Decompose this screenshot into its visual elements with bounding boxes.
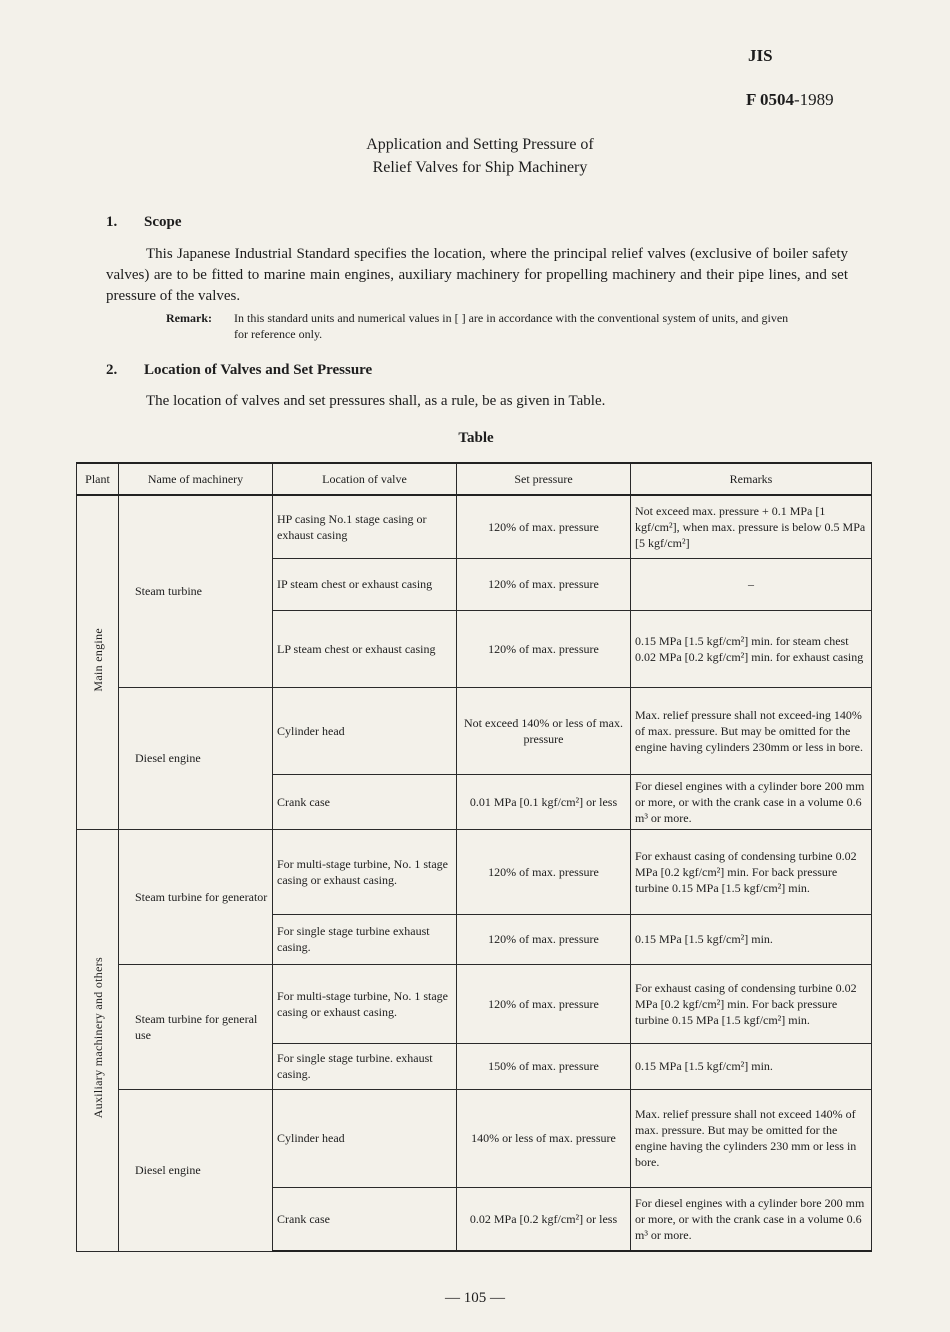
title-line-2: Relief Valves for Ship Machinery [372,159,588,176]
table-row [77,495,872,558]
set-pressure-cell: 120% of max. pressure [457,610,631,687]
table-row [77,964,872,1043]
section-1-title: Scope [144,214,182,230]
header-set-pressure: Set pressure [457,463,631,495]
remarks-cell: – [631,558,872,610]
section-2-number: 2. [106,362,118,378]
remarks-cell: For exhaust casing of condensing turbine 0.02 MPa [0.2 kgf/cm²] min. For back pressure turbine 0.15 MPa [1.5 kgf/cm²] min. [631,964,872,1043]
set-pressure-cell: 0.01 MPa [0.1 kgf/cm²] or less [457,774,631,829]
location-cell: Cylinder head [273,687,457,774]
location-cell: For multi-stage turbine, No. 1 stage casing or exhaust casing. [273,829,457,914]
remark-text: In this standard units and numerical values in [ ] are in accordance with the conventional system of units, and given for reference only. [234,311,789,341]
header-machinery: Name of machinery [119,463,273,495]
set-pressure-cell: 140% or less of max. pressure [457,1089,631,1187]
section-2-body: The location of valves and set pressures shall, as a rule, be as given in Table. [146,393,606,409]
header-standard-number [746,90,834,110]
table-row [77,687,872,774]
page-number: — 105 — [445,1290,505,1306]
header-year: -1989 [794,90,834,109]
machinery-steam-turbine-general: Steam turbine for general use [119,964,273,1089]
section-2-heading [106,362,372,379]
remarks-cell: 0.15 MPa [1.5 kgf/cm²] min. for steam chest 0.02 MPa [0.2 kgf/cm²] min. for exhaust casing [631,610,872,687]
remark-label: Remark: [166,311,212,325]
location-cell: For single stage turbine. exhaust casing. [273,1043,457,1089]
set-pressure-cell: Not exceed 140% or less of max. pressure [457,687,631,774]
machinery-diesel-engine-aux: Diesel engine [119,1089,273,1251]
location-cell: Cylinder head [273,1089,457,1187]
set-pressure-cell: 120% of max. pressure [457,829,631,914]
location-cell: LP steam chest or exhaust casing [273,610,457,687]
remarks-cell: 0.15 MPa [1.5 kgf/cm²] min. [631,914,872,964]
header-location: Location of valve [273,463,457,495]
location-cell: For single stage turbine exhaust casing. [273,914,457,964]
location-cell: HP casing No.1 stage casing or exhaust casing [273,495,457,558]
header-plant: Plant [77,463,119,495]
remarks-cell: For diesel engines with a cylinder bore 200 mm or more, or with the crank case in a volume 0.6 m³ or more. [631,1187,872,1251]
remarks-cell: Max. relief pressure shall not exceed 140% of max. pressure. But may be omitted for the engine having the cylinders 230 mm or less in bore. [631,1089,872,1187]
set-pressure-cell: 120% of max. pressure [457,964,631,1043]
table-row [77,829,872,914]
header-code: F 0504 [746,90,795,109]
remarks-cell: For diesel engines with a cylinder bore 200 mm or more, or with the crank case in a volume 0.6 m³ or more. [631,774,872,829]
header-org: JIS [748,46,773,65]
set-pressure-cell: 0.02 MPa [0.2 kgf/cm²] or less [457,1187,631,1251]
table-header-row [77,463,872,495]
set-pressure-cell: 120% of max. pressure [457,495,631,558]
header-remarks: Remarks [631,463,872,495]
table-caption: Table [458,430,494,446]
plant-main-engine: Main engine [77,495,119,829]
section-1-number: 1. [106,214,118,230]
remarks-cell: 0.15 MPa [1.5 kgf/cm²] min. [631,1043,872,1089]
title-line-1: Application and Setting Pressure of [366,136,594,153]
location-cell: For multi-stage turbine, No. 1 stage casing or exhaust casing. [273,964,457,1043]
table-row [77,1089,872,1187]
relief-valve-table [76,462,872,1252]
set-pressure-cell: 120% of max. pressure [457,558,631,610]
set-pressure-cell: 120% of max. pressure [457,914,631,964]
remark-note [166,310,806,342]
remarks-cell: For exhaust casing of condensing turbine 0.02 MPa [0.2 kgf/cm²] min. For back pressure turbine 0.15 MPa [1.5 kgf/cm²] min. [631,829,872,914]
location-cell: IP steam chest or exhaust casing [273,558,457,610]
remarks-cell: Not exceed max. pressure + 0.1 MPa [1 kgf/cm²], when max. pressure is below 0.5 MPa [5 kgf/cm²] [631,495,872,558]
section-1-heading [106,214,182,231]
machinery-steam-turbine: Steam turbine [119,495,273,687]
set-pressure-cell: 150% of max. pressure [457,1043,631,1089]
document-title [300,133,660,179]
machinery-steam-turbine-generator: Steam turbine for generator [119,829,273,964]
plant-auxiliary: Auxiliary machinery and others [77,829,119,1251]
section-2-title: Location of Valves and Set Pressure [144,362,373,378]
machinery-diesel-engine-main: Diesel engine [119,687,273,829]
location-cell: Crank case [273,774,457,829]
location-cell: Crank case [273,1187,457,1251]
remarks-cell: Max. relief pressure shall not exceed-ing 140% of max. pressure. But may be omitted for the engine having cylinders 230mm or less in bore. [631,687,872,774]
section-1-body: This Japanese Industrial Standard specifies the location, where the principal relief valves (exclusive of boiler safety valves) are to be fitted to marine main engines, auxiliary machinery for propelling machinery and their pipe lines, and set pressure of the valves. [106,246,848,304]
